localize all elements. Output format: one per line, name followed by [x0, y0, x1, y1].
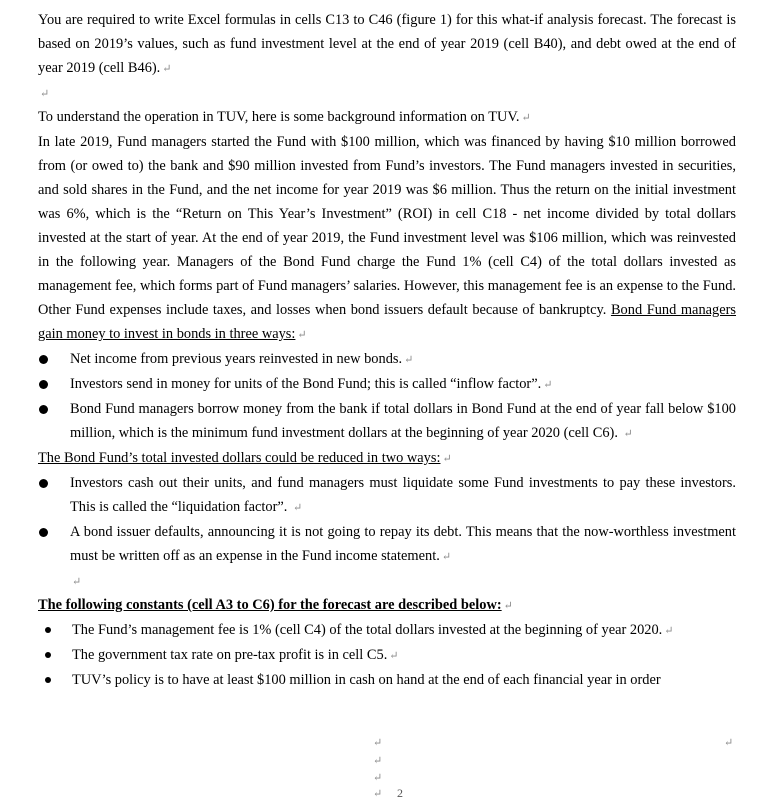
- reduced-list: [38, 471, 736, 569]
- paragraph-mark: ↵: [297, 329, 307, 341]
- bullet-icon: [45, 627, 51, 633]
- paragraph-mark: ↵: [404, 354, 414, 366]
- bullet-icon: [39, 355, 48, 364]
- constants-heading: The following constants (cell A3 to C6) for the forecast are described below:: [38, 597, 502, 613]
- reduced-heading-paragraph: [38, 446, 736, 471]
- list-item: The government tax rate on pre-tax profit is in cell C5. ↵: [38, 643, 736, 668]
- list-item: The Fund’s management fee is 1% (cell C4) of the total dollars invested at the beginning of year 2020. ↵: [38, 618, 736, 643]
- list-item: TUV’s policy is to have at least $100 million in cash on hand at the end of each financial year in order: [38, 668, 736, 692]
- list-item: A bond issuer defaults, announcing it is not going to repay its debt. This means that the now-worthless investment must be written off as an expense in the Fund income statement. ↵: [38, 520, 736, 569]
- paragraph-mark: ↵: [441, 551, 452, 563]
- paragraph-mark: ↵: [521, 112, 531, 124]
- paragraph-mark: ↵: [724, 737, 734, 749]
- list-item: Investors cash out their units, and fund managers must liquidate some Fund investments to pay these investors. This is called the “liquidation factor”. ↵: [38, 471, 736, 520]
- constants-list: [38, 618, 736, 692]
- paragraph-mark: ↵: [543, 379, 553, 391]
- bullet-icon: [39, 479, 48, 488]
- paragraph-mark: ↵: [389, 650, 399, 662]
- bullet-icon: [39, 380, 48, 389]
- paragraph-mark: ↵: [373, 755, 383, 767]
- paragraph-mark: ↵: [503, 600, 513, 612]
- empty-line: [38, 81, 736, 105]
- list-item: Bond Fund managers borrow money from the bank if total dollars in Bond Fund at the end of year fall below $100 million, which is the minimum fund investment dollars at the beginning of year 2020 (cell C6). ↵: [38, 397, 736, 446]
- intro-paragraph: You are required to write Excel formulas in cells C13 to C46 (figure 1) for this what-if analysis forecast. The forecast is based on 2019’s values, such as fund investment level at the end of year 2019 (cell B40), and debt owed at the end of year 2019 (cell B46). ↵: [38, 12, 736, 76]
- paragraph-mark: ↵: [162, 63, 172, 75]
- list-item: Net income from previous years reinvested in new bonds. ↵: [38, 347, 736, 372]
- background-paragraph: In late 2019, Fund managers started the Fund with $100 million, which was financed by having $10 million borrowed from (or owed to) the bank and $90 million invested from Fund’s investors. The Fund managers invested in securities, and sold shares in the Fund, and the net income for year 2019 was $6 million. Thus the return on the initial investment was 6%, which is the “Return on This Year’s Investment” (ROI) in cell C18 - net income divided by total dollars invested at the start of year. At the end of year 2019, the Fund investment level was $106 million, which was reinvested in the following year. Managers of the Bond Fund charge the Fund 1% (cell C4) of the total dollars invested as management fee, which forms part of Fund managers’ salaries. However, this management fee is an expense to the Fund. Other Fund expenses include taxes, and losses when bond issuers default because of bankruptcy. Bond Fund managers gain money to invest in bonds in three ways: ↵: [38, 134, 737, 342]
- list-item: Investors send in money for units of the Bond Fund; this is called “inflow factor”. ↵: [38, 372, 736, 397]
- gain-list: [38, 347, 736, 446]
- paragraph-mark: ↵: [292, 502, 303, 514]
- paragraph-mark: ↵: [40, 88, 50, 100]
- bullet-icon: [45, 652, 51, 658]
- gain-heading: Bond Fund managers gain money to invest in bonds in three ways:: [38, 302, 737, 342]
- bullet-icon: [39, 528, 48, 537]
- page-number: 2: [397, 786, 403, 800]
- paragraph-mark: ↵: [664, 625, 674, 637]
- paragraph-mark: ↵: [373, 788, 383, 800]
- bullet-icon: [45, 677, 51, 683]
- empty-line: [38, 569, 736, 593]
- paragraph-mark: ↵: [72, 576, 82, 588]
- paragraph-mark: ↵: [623, 428, 633, 440]
- constants-heading-paragraph: [38, 593, 736, 618]
- bullet-icon: [39, 405, 48, 414]
- paragraph-mark: ↵: [373, 737, 383, 749]
- paragraph-mark: ↵: [442, 453, 452, 465]
- reduced-heading: The Bond Fund’s total invested dollars could be reduced in two ways:: [38, 450, 441, 466]
- paragraph-mark: ↵: [373, 772, 383, 784]
- understand-paragraph: To understand the operation in TUV, here is some background information on TUV. ↵: [38, 109, 531, 125]
